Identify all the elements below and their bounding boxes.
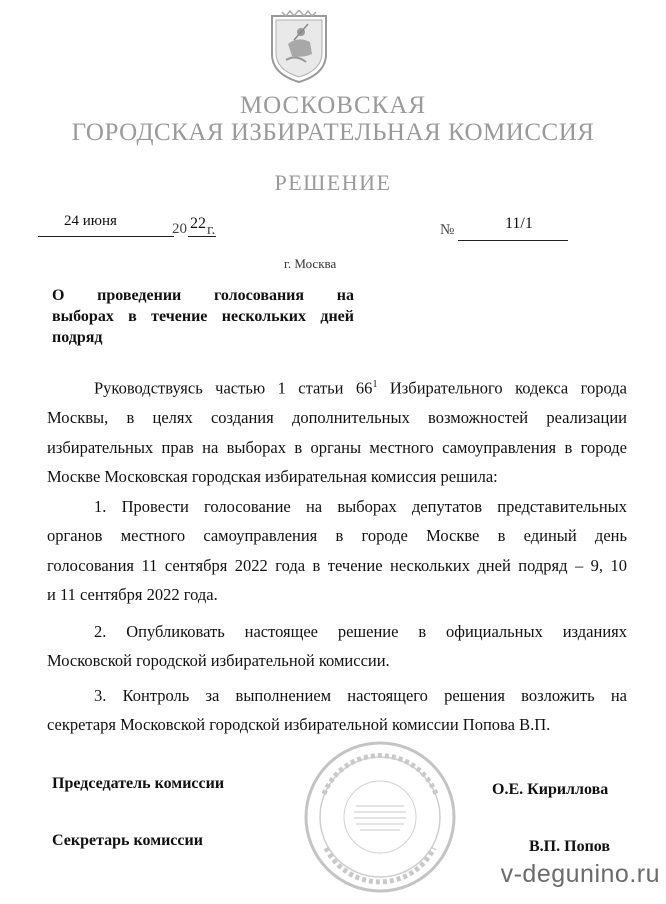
secretary-title: Секретарь комиссии xyxy=(52,832,203,849)
header-organization-line2: ГОРОДСКАЯ ИЗБИРАТЕЛЬНАЯ КОМИССИЯ xyxy=(71,119,595,146)
year-suffix: 22 xyxy=(190,215,206,232)
intro-line-2: Москвы, в целях создания дополнительных возможностей реализации xyxy=(47,408,627,427)
point-1-line-2: органов местного самоуправления в городе Москве в единый день xyxy=(47,526,627,545)
intro-line-1-b: Избирательного кодекса города xyxy=(377,378,627,398)
commission-seal-stamp xyxy=(300,738,460,896)
year-underline xyxy=(188,236,216,237)
site-watermark: v-degunino.ru xyxy=(500,860,660,888)
moscow-coat-of-arms-icon xyxy=(268,10,330,84)
chair-name: О.Е. Кириллова xyxy=(492,781,609,798)
decision-number: 11/1 xyxy=(505,215,533,232)
decision-date: 24 июня xyxy=(64,213,117,229)
intro-line-1-a: Руководствуясь частью 1 статьи 66 xyxy=(94,378,373,398)
city: г. Москва xyxy=(284,256,337,271)
subject-line-2: выборах в течение нескольких дней xyxy=(52,308,354,325)
date-underline xyxy=(38,236,174,237)
intro-line-1 xyxy=(47,370,627,403)
decision-subject xyxy=(52,285,354,348)
decision-body xyxy=(47,370,627,740)
number-underline xyxy=(458,240,568,241)
point-3-line-2: секретаря Московской городской избирательной комиссии Попова В.П. xyxy=(47,715,551,734)
document-type-title: РЕШЕНИЕ xyxy=(274,170,392,195)
chair-title: Председатель комиссии xyxy=(52,775,225,792)
subject-line-1: О проведении голосования на xyxy=(52,287,354,304)
point-1-line-4: и 11 сентября 2022 года. xyxy=(47,585,218,604)
year-abbr: г. xyxy=(207,222,216,238)
point-3-line-1: 3. Контроль за выполнением настоящего решения возложить на xyxy=(94,685,627,705)
intro-line-4: Москве Московская городская избирательная комиссия решила: xyxy=(47,467,498,486)
point-2-line-1: 2. Опубликовать настоящее решение в официальных изданиях xyxy=(94,621,627,641)
header-organization-line1: МОСКОВСКАЯ xyxy=(239,92,427,119)
number-label: № xyxy=(440,222,455,238)
point-2-line-2: Московской городской избирательной комиссии. xyxy=(47,651,390,670)
secretary-name: В.П. Попов xyxy=(529,838,611,855)
article-superscript: 1 xyxy=(372,379,378,390)
subject-line-3: подряд xyxy=(52,329,103,346)
point-1-line-1: 1. Провести голосование на выборах депутатов представительных xyxy=(94,496,627,516)
year-prefix: 20 xyxy=(172,221,187,237)
intro-line-3: избирательных прав на выборах в органы местного самоуправления в городе xyxy=(47,437,627,457)
point-1-line-3: голосования 11 сентября 2022 года в течение нескольких дней подряд – 9, 10 xyxy=(47,555,627,575)
